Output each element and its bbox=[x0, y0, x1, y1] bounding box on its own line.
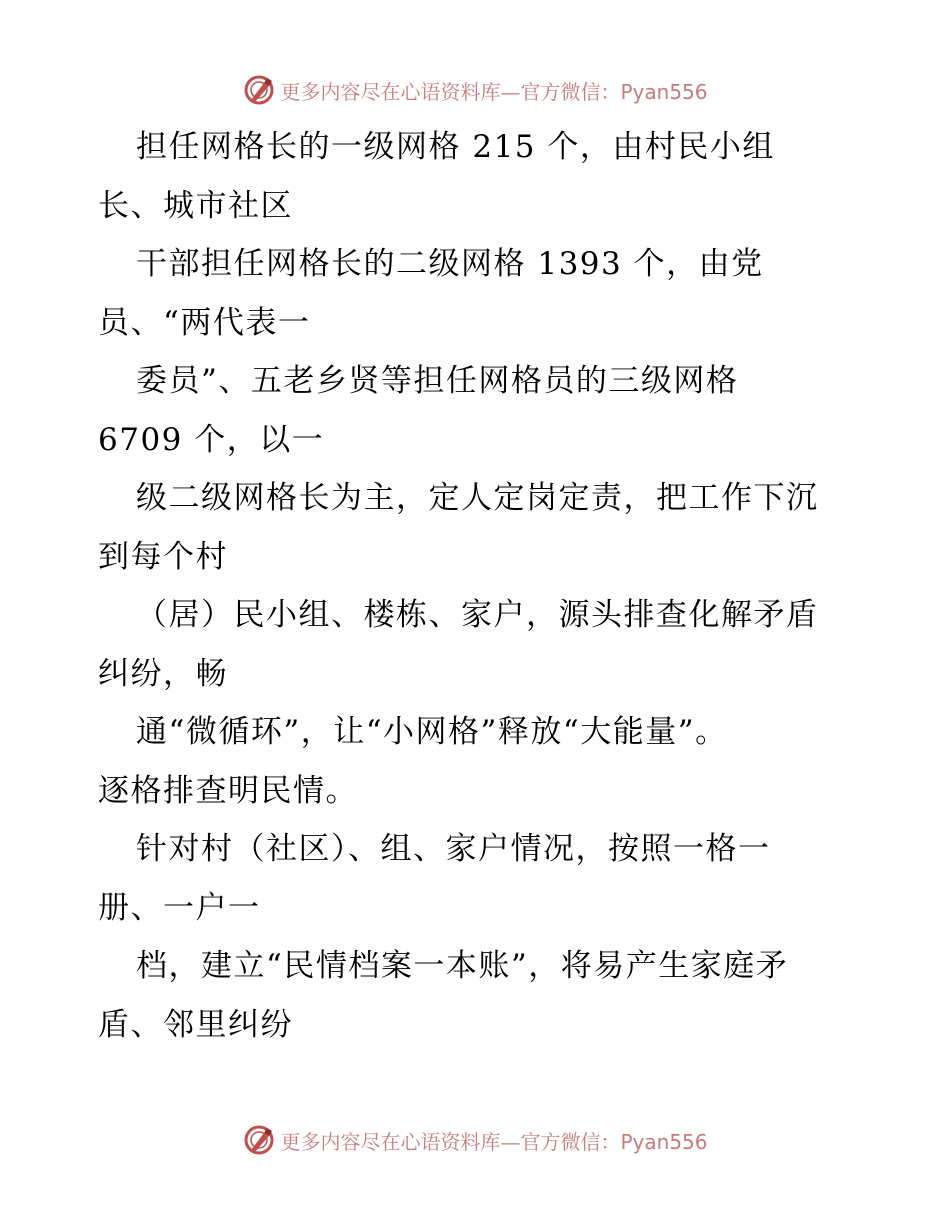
header-watermark-banner bbox=[0, 70, 950, 110]
footer-watermark-id: Pyan556 bbox=[620, 1129, 708, 1154]
text-line: 干部担任网格长的二级网格 1393 个，由党 bbox=[136, 246, 764, 282]
text-line: 针对村（社区）、组、家户情况，按照一格一 bbox=[136, 831, 771, 867]
text-line: 纠纷，畅 bbox=[98, 655, 228, 692]
pen-nib-logo-icon bbox=[242, 1123, 276, 1157]
header-watermark-text bbox=[280, 76, 707, 105]
footer-watermark-main: 更多内容尽在心语资料库—官方微信： bbox=[280, 1129, 621, 1154]
text-line: 档，建立“民情档案一本账”，将易产生家庭矛 bbox=[136, 948, 789, 984]
text-line: 通“微循环”，让“小网格”释放“大能量”。 bbox=[136, 714, 728, 750]
text-line: 员、“两代表一 bbox=[98, 304, 311, 341]
text-line: 担任网格长的一级网格 215 个，由村民小组 bbox=[136, 129, 775, 165]
text-line: 逐格排查明民情。 bbox=[98, 772, 358, 809]
footer-watermark-banner bbox=[0, 1120, 950, 1160]
pen-nib-logo-icon bbox=[242, 73, 276, 107]
text-line: 册、一户一 bbox=[98, 889, 261, 926]
header-watermark-main: 更多内容尽在心语资料库—官方微信： bbox=[280, 79, 621, 104]
text-line: 委员”、五老乡贤等担任网格员的三级网格 bbox=[136, 363, 739, 399]
text-line: 6709 个，以一 bbox=[98, 421, 325, 458]
text-line: 盾、邻里纠纷 bbox=[98, 1006, 293, 1043]
text-line: 级二级网格长为主，定人定岗定责，把工作下沉 bbox=[136, 480, 819, 516]
text-line: （居）民小组、楼栋、家户，源头排查化解矛盾 bbox=[136, 597, 819, 633]
footer-watermark-text bbox=[280, 1126, 707, 1155]
document-body bbox=[98, 118, 858, 1054]
text-line: 到每个村 bbox=[98, 538, 228, 575]
text-line: 长、城市社区 bbox=[98, 187, 293, 224]
header-watermark-id: Pyan556 bbox=[620, 79, 708, 104]
